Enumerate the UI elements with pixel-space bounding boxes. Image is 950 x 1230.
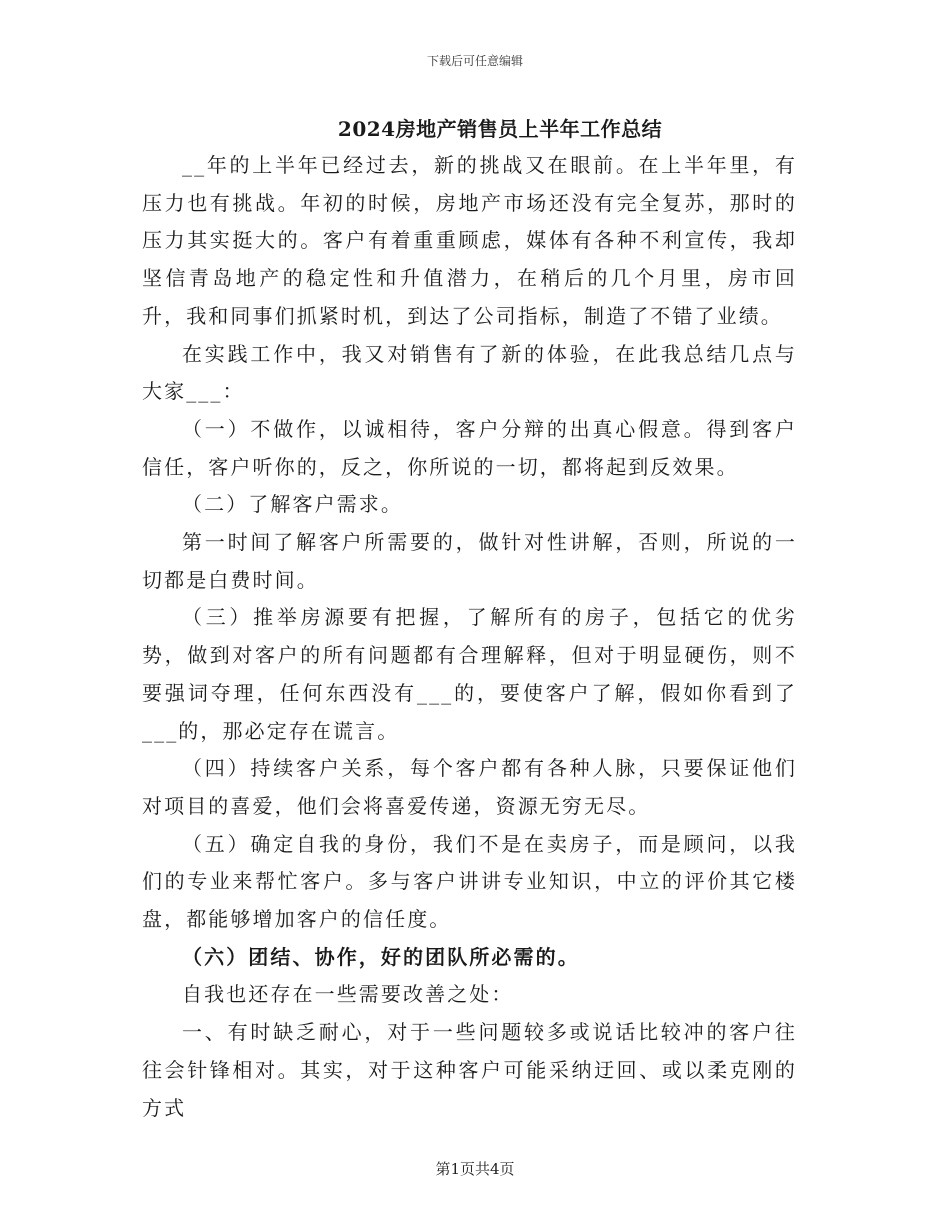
header-note: 下载后可任意编辑 [426,54,523,68]
paragraph-point-4: （四）持续客户关系，每个客户都有各种人脉，只要保证他们对项目的喜爱，他们会将喜爱传递，资源无穷无尽。 [142,756,797,818]
paragraph-intro: __年的上半年已经过去，新的挑战又在眼前。在上半年里，有压力也有挑战。年初的时候，房地产市场还没有完全复苏，那时的压力其实挺大的。客户有着重重顾虑，媒体有各种不利宣传，我却坚信青岛地产的稳定性和升值潜力，在稍后的几个月里，房市回升，我和同事们抓紧时机，到达了公司指标，制造了不错了业绩。 [142,153,797,328]
document-body [142,147,797,1127]
page-number-footer: 第1页共4页 [435,1160,515,1178]
paragraph-point-1: （一）不做作，以诚相待，客户分辩的出真心假意。得到客户信任，客户听你的，反之，你所说的一切，都将起到反效果。 [142,416,797,479]
paragraph-point-2-heading: （二）了解客户需求。 [182,492,403,517]
paragraph-improvement-1: 一、有时缺乏耐心，对于一些问题较多或说话比较冲的客户往往会针锋相对。其实，对于这种客户可能采纳迂回、或以柔克刚的方式 [142,1020,797,1120]
paragraph-point-6: （六）团结、协作，好的团队所必需的。 [182,944,580,969]
paragraph-summary-lead: 在实践工作中，我又对销售有了新的体验，在此我总结几点与大家___： [142,341,797,404]
paragraph-point-5: （五）确定自我的身份，我们不是在卖房子，而是顾问，以我们的专业来帮忙客户。多与客户讲讲专业知识，中立的评价其它楼盘，都能够增加客户的信任度。 [142,831,797,932]
paragraph-improvements-lead: 自我也还存在一些需要改善之处： [182,982,514,1007]
paragraph-point-3: （三）推举房源要有把握，了解所有的房子，包括它的优劣势，做到对客户的所有问题都有合理解释，但对于明显硬伤，则不要强词夺理，任何东西没有___的，要使客户了解，假如你看到了___的，那必定存在谎言。 [142,605,797,743]
paragraph-point-2-body: 第一时间了解客户所需要的，做针对性讲解，否则，所说的一切都是白费时间。 [142,530,797,592]
document-title: 2024房地产销售员上半年工作总结 [337,117,663,141]
